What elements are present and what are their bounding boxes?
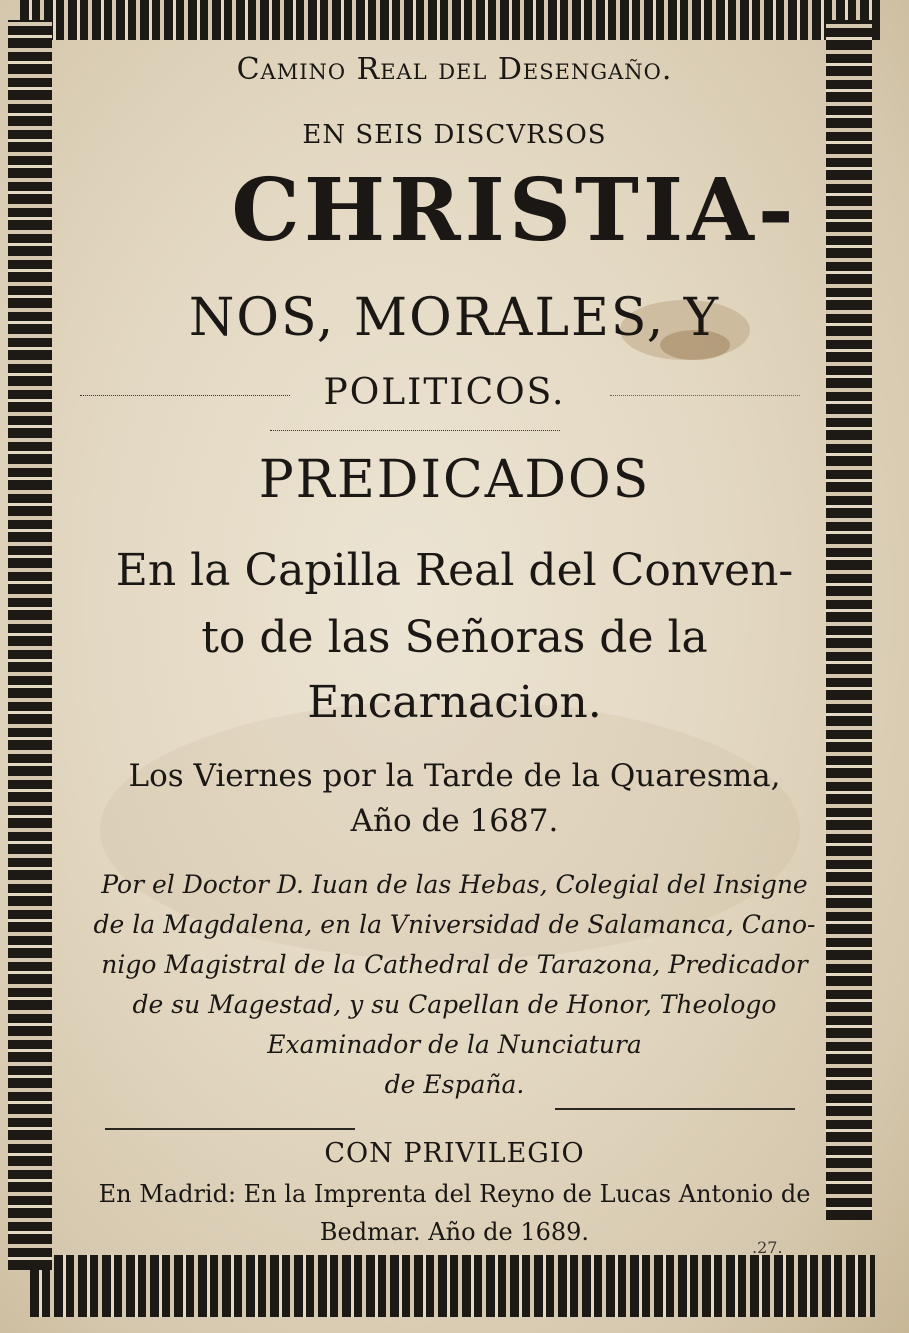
main-title: CHRISTIA- [231,160,798,261]
date-line-1: Los Viernes por la Tarde de la Quaresma, [128,758,781,794]
author-line-2: de la Magdalena, en la Vniversidad de Salamanca, Cano- [93,910,816,939]
rule-left [105,1128,355,1130]
author-line-4: de su Magestad, y su Capellan de Honor, Theologo [132,990,777,1019]
title-line-9: Encarnacion. [307,677,602,728]
title-line-4: NOS, MORALES, Y [188,288,721,348]
title-line-6: PREDICADOS [258,450,651,510]
ornamental-border-bottom [30,1255,875,1317]
title-line-1: Camino Real del Desengaño. [236,52,673,87]
imprint-line-2: Bedmar. Año de 1689. [319,1218,590,1246]
ornament-rule-center [270,430,560,431]
imprint-line-1: En Madrid: En la Imprenta del Reyno de Lucas Antonio de [98,1180,811,1208]
author-line-3: nigo Magistral de la Cathedral de Tarazona, Predicador [101,950,808,979]
rule-right [555,1108,795,1110]
title-line-2: EN SEIS DISCVRSOS [302,120,607,150]
ornamental-border-top [20,0,880,40]
title-line-8: to de las Señoras de la [201,612,708,663]
author-line-5: Examinador de la Nunciatura [267,1030,642,1059]
author-line-1: Por el Doctor D. Iuan de las Hebas, Colegial del Insigne [101,870,808,899]
title-line-5: POLITICOS. [323,372,566,413]
ornament-rule-right [610,395,800,396]
date-line-2: Año de 1687. [350,803,559,839]
margin-note: .27. [752,1238,783,1257]
ornament-rule-left [80,395,290,396]
author-line-6: de España. [384,1070,525,1099]
privilege-line: CON PRIVILEGIO [324,1138,585,1169]
title-line-7: En la Capilla Real del Conven- [115,545,794,596]
